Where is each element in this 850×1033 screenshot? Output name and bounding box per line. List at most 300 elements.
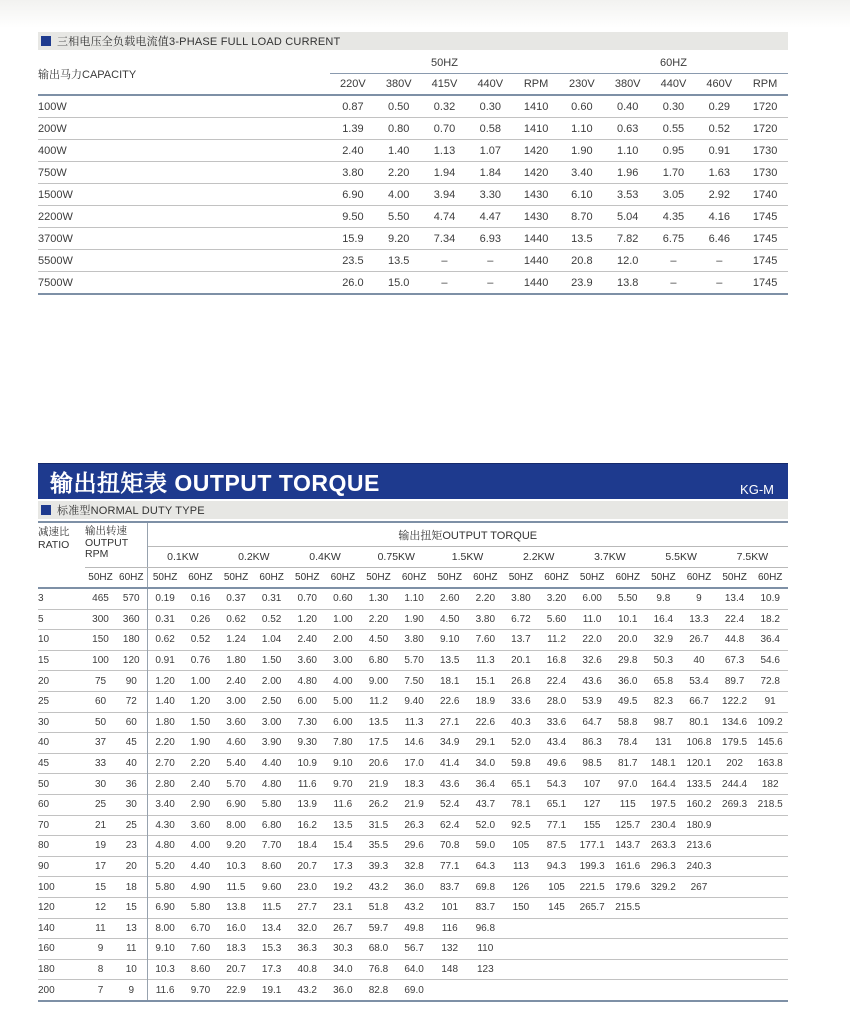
table-cell: 0.52 xyxy=(254,609,290,630)
table-cell: 1.94 xyxy=(422,162,468,184)
table2-band-title: 标准型NORMAL DUTY TYPE xyxy=(57,505,205,517)
table-cell: 1.96 xyxy=(605,162,651,184)
table-cell: 107 xyxy=(574,774,610,795)
table-cell: 11.3 xyxy=(468,650,504,671)
table1-group-row xyxy=(38,53,788,74)
table-cell xyxy=(752,856,788,877)
table-cell: 2.50 xyxy=(254,691,290,712)
table-cell: 4.80 xyxy=(147,836,183,857)
table-cell: 9.10 xyxy=(325,753,361,774)
table-cell: 2.20 xyxy=(376,162,422,184)
table-cell: 18.2 xyxy=(752,609,788,630)
table-row xyxy=(38,184,788,206)
table-cell: 215.5 xyxy=(610,897,646,918)
table-cell: 23.0 xyxy=(289,877,325,898)
table-cell: 1745 xyxy=(742,272,788,295)
voltage-header: 440V xyxy=(651,74,697,96)
table-cell: 7.60 xyxy=(183,939,219,960)
ratio-cell: 90 xyxy=(38,856,85,877)
ratio-cell: 5 xyxy=(38,609,85,630)
table-cell: 0.70 xyxy=(422,118,468,140)
table-row xyxy=(38,609,788,630)
rpm-cell: 7 xyxy=(85,980,116,1001)
rpm-cell: 90 xyxy=(116,671,147,692)
table-cell: 20.7 xyxy=(218,959,254,980)
table-cell: 50.3 xyxy=(646,650,682,671)
hz-header: 60HZ xyxy=(116,568,147,589)
table-cell: 65.1 xyxy=(539,794,575,815)
table-cell: 3.60 xyxy=(289,650,325,671)
table-cell: 29.1 xyxy=(468,733,504,754)
table-cell: 13.8 xyxy=(218,897,254,918)
table-cell: 32.6 xyxy=(574,650,610,671)
table-cell: 1.20 xyxy=(183,691,219,712)
table-cell: 27.1 xyxy=(432,712,468,733)
table-cell xyxy=(574,980,610,1001)
table-cell xyxy=(539,918,575,939)
table-cell: 36.0 xyxy=(610,671,646,692)
table-cell: 7.82 xyxy=(605,228,651,250)
hz-group-header: 50HZ xyxy=(330,53,559,74)
table-cell: 221.5 xyxy=(574,877,610,898)
table-cell: 16.2 xyxy=(289,815,325,836)
table-cell: 26.7 xyxy=(681,630,717,651)
table-cell: 6.80 xyxy=(254,815,290,836)
voltage-header: 440V xyxy=(467,74,513,96)
table-cell: 2.20 xyxy=(361,609,397,630)
table-cell: 0.76 xyxy=(183,650,219,671)
table-cell: 10.3 xyxy=(218,856,254,877)
table-cell: 164.4 xyxy=(646,774,682,795)
table2-body xyxy=(38,588,788,1001)
ratio-cell: 100 xyxy=(38,877,85,898)
table-cell: 9.8 xyxy=(646,588,682,609)
table-cell: 180.9 xyxy=(681,815,717,836)
table-cell: 1440 xyxy=(513,250,559,272)
table-cell: 49.6 xyxy=(539,753,575,774)
kw-header: 0.4KW xyxy=(289,547,360,568)
table-cell: 110 xyxy=(468,939,504,960)
table-cell: 1720 xyxy=(742,118,788,140)
table-cell: 11.3 xyxy=(396,712,432,733)
table-cell: 4.50 xyxy=(432,609,468,630)
table-cell xyxy=(752,815,788,836)
table-cell: 11.5 xyxy=(218,877,254,898)
voltage-header: 380V xyxy=(376,74,422,96)
table-cell: 87.5 xyxy=(539,836,575,857)
table-cell: 44.8 xyxy=(717,630,753,651)
table-cell: 98.5 xyxy=(574,753,610,774)
rpm-cell: 15 xyxy=(85,877,116,898)
table-cell: 1410 xyxy=(513,118,559,140)
kw-header: 2.2KW xyxy=(503,547,574,568)
table-cell: 6.10 xyxy=(559,184,605,206)
table-cell: 9 xyxy=(681,588,717,609)
rpm-cell: 12 xyxy=(85,897,116,918)
table-cell: 67.3 xyxy=(717,650,753,671)
table-cell: 4.90 xyxy=(183,877,219,898)
table-cell: 126 xyxy=(503,877,539,898)
voltage-header: 380V xyxy=(605,74,651,96)
table-cell: 6.93 xyxy=(467,228,513,250)
table-cell: 18.1 xyxy=(432,671,468,692)
table-cell: 5.60 xyxy=(539,609,575,630)
rpm-cell: 30 xyxy=(85,774,116,795)
table-cell: 17.0 xyxy=(396,753,432,774)
kw-header: 0.75KW xyxy=(361,547,432,568)
kw-header: 0.1KW xyxy=(147,547,218,568)
table-cell: 15.0 xyxy=(376,272,422,295)
table-cell: 3.94 xyxy=(422,184,468,206)
rpm-cell: 15 xyxy=(116,897,147,918)
rpm-cell: 13 xyxy=(116,918,147,939)
table-cell: 5.50 xyxy=(610,588,646,609)
table-cell: 115 xyxy=(610,794,646,815)
capacity-cell: 200W xyxy=(38,118,330,140)
table-cell: – xyxy=(696,272,742,295)
table-cell: 34.0 xyxy=(325,959,361,980)
table-cell: 179.5 xyxy=(717,733,753,754)
ratio-cell: 50 xyxy=(38,774,85,795)
rpm-cell: 150 xyxy=(85,630,116,651)
table-cell: 3.80 xyxy=(330,162,376,184)
table-cell: 1440 xyxy=(513,228,559,250)
table-cell: 3.60 xyxy=(183,815,219,836)
rpm-cell: 40 xyxy=(116,753,147,774)
table-cell: 36.4 xyxy=(468,774,504,795)
table-cell: 7.70 xyxy=(254,836,290,857)
table-cell: 13.5 xyxy=(559,228,605,250)
output-torque-header: 输出扭矩OUTPUT TORQUE xyxy=(147,522,788,547)
hz-header: 60HZ xyxy=(325,568,361,589)
table-cell: 21.9 xyxy=(396,794,432,815)
hz-header: 50HZ xyxy=(289,568,325,589)
table-cell: 17.5 xyxy=(361,733,397,754)
table-cell: 8.60 xyxy=(183,959,219,980)
torque-banner xyxy=(38,463,788,499)
table-cell: 70.8 xyxy=(432,836,468,857)
table-cell: 81.7 xyxy=(610,753,646,774)
capacity-cell: 2200W xyxy=(38,206,330,228)
table1-header-band xyxy=(38,32,788,50)
table-cell: 161.6 xyxy=(610,856,646,877)
table-cell xyxy=(646,980,682,1001)
table-cell: 13.7 xyxy=(503,630,539,651)
rpm-cell: 11 xyxy=(85,918,116,939)
table-row xyxy=(38,856,788,877)
table-cell: 34.0 xyxy=(468,753,504,774)
table-cell xyxy=(574,918,610,939)
hz-header: 50HZ xyxy=(361,568,397,589)
full-load-current-table xyxy=(38,53,788,295)
table-cell: 26.0 xyxy=(330,272,376,295)
capacity-cell: 400W xyxy=(38,140,330,162)
table-cell: 4.30 xyxy=(147,815,183,836)
rpm-cell: 9 xyxy=(116,980,147,1001)
table-cell xyxy=(432,980,468,1001)
table-cell: 120.1 xyxy=(681,753,717,774)
table-cell: 5.04 xyxy=(605,206,651,228)
table-cell: 1.00 xyxy=(183,671,219,692)
table-cell: 15.3 xyxy=(254,939,290,960)
table-cell: 116 xyxy=(432,918,468,939)
table-cell: 20.6 xyxy=(361,753,397,774)
table-row xyxy=(38,980,788,1001)
table-cell: 32.8 xyxy=(396,856,432,877)
table-cell: 26.7 xyxy=(325,918,361,939)
table-cell: 11.2 xyxy=(539,630,575,651)
table-cell xyxy=(752,836,788,857)
voltage-header: RPM xyxy=(513,74,559,96)
table-cell: 22.6 xyxy=(432,691,468,712)
table-cell: 13.4 xyxy=(717,588,753,609)
table-cell: 6.00 xyxy=(574,588,610,609)
table-cell: 23.5 xyxy=(330,250,376,272)
table-cell: 19.1 xyxy=(254,980,290,1001)
hz-header: 50HZ xyxy=(574,568,610,589)
table-row xyxy=(38,162,788,184)
table-cell: 3.90 xyxy=(254,733,290,754)
table-row xyxy=(38,671,788,692)
table-row xyxy=(38,206,788,228)
table-row xyxy=(38,95,788,118)
table-cell: 218.5 xyxy=(752,794,788,815)
table-cell: 1420 xyxy=(513,162,559,184)
rpm-cell: 25 xyxy=(85,794,116,815)
table-cell: 3.80 xyxy=(396,630,432,651)
table-cell: 11.0 xyxy=(574,609,610,630)
table-cell: 265.7 xyxy=(574,897,610,918)
table-cell: 83.7 xyxy=(432,877,468,898)
table-cell xyxy=(610,939,646,960)
table-cell: 13.5 xyxy=(325,815,361,836)
table-cell xyxy=(503,980,539,1001)
table-cell xyxy=(717,959,753,980)
table-row xyxy=(38,794,788,815)
table-cell: 22.4 xyxy=(539,671,575,692)
torque-unit-label: KG-M xyxy=(740,482,774,497)
table-cell: 43.7 xyxy=(468,794,504,815)
table-cell: 20.1 xyxy=(503,650,539,671)
hz-header: 50HZ xyxy=(218,568,254,589)
table-cell: 16.0 xyxy=(218,918,254,939)
table-cell: 18.3 xyxy=(396,774,432,795)
table-cell: 2.20 xyxy=(147,733,183,754)
kw-header: 1.5KW xyxy=(432,547,503,568)
table-cell: 19.2 xyxy=(325,877,361,898)
table-cell: 13.5 xyxy=(432,650,468,671)
table-cell: 1430 xyxy=(513,206,559,228)
table-cell: 30.3 xyxy=(325,939,361,960)
table-cell xyxy=(646,959,682,980)
table-cell: 145.6 xyxy=(752,733,788,754)
table-cell xyxy=(717,939,753,960)
table-cell: 27.7 xyxy=(289,897,325,918)
table-cell: 3.30 xyxy=(467,184,513,206)
hz-header: 50HZ xyxy=(432,568,468,589)
table-cell xyxy=(681,918,717,939)
rpm-cell: 60 xyxy=(116,712,147,733)
table-cell: 36.0 xyxy=(325,980,361,1001)
table-cell: 2.70 xyxy=(147,753,183,774)
table-cell xyxy=(503,959,539,980)
table-cell: 2.92 xyxy=(696,184,742,206)
table-cell: 1.70 xyxy=(651,162,697,184)
table-cell: 9.20 xyxy=(218,836,254,857)
table-cell xyxy=(717,856,753,877)
table-cell: 32.9 xyxy=(646,630,682,651)
rpm-cell: 72 xyxy=(116,691,147,712)
table-cell: 3.80 xyxy=(468,609,504,630)
table-cell: 1.50 xyxy=(254,650,290,671)
table-cell: 1440 xyxy=(513,272,559,295)
table-cell: 29.6 xyxy=(396,836,432,857)
table-cell: 269.3 xyxy=(717,794,753,815)
table-cell: 105 xyxy=(539,877,575,898)
table-row xyxy=(38,753,788,774)
table-cell: 0.95 xyxy=(651,140,697,162)
table-cell xyxy=(681,897,717,918)
table-cell: 134.6 xyxy=(717,712,753,733)
table-cell xyxy=(468,980,504,1001)
hz-header: 60HZ xyxy=(396,568,432,589)
table-cell: 96.8 xyxy=(468,918,504,939)
voltage-header: 230V xyxy=(559,74,605,96)
table-cell xyxy=(681,939,717,960)
voltage-header: 220V xyxy=(330,74,376,96)
table-cell: 0.80 xyxy=(376,118,422,140)
table-cell: 5.80 xyxy=(254,794,290,815)
table-cell: 132 xyxy=(432,939,468,960)
table-cell: 4.35 xyxy=(651,206,697,228)
rpm-cell: 9 xyxy=(85,939,116,960)
table-cell: 4.80 xyxy=(254,774,290,795)
table-cell: 101 xyxy=(432,897,468,918)
table-cell: 3.00 xyxy=(325,650,361,671)
rpm-cell: 8 xyxy=(85,959,116,980)
table-cell: 4.00 xyxy=(325,671,361,692)
table-cell: 2.20 xyxy=(468,588,504,609)
table-cell: 43.6 xyxy=(574,671,610,692)
table-cell: 6.90 xyxy=(218,794,254,815)
voltage-header: RPM xyxy=(742,74,788,96)
table-cell: 76.8 xyxy=(361,959,397,980)
voltage-header: 415V xyxy=(422,74,468,96)
table-cell: 1.40 xyxy=(147,691,183,712)
table-cell: 0.30 xyxy=(467,95,513,118)
table-cell: 213.6 xyxy=(681,836,717,857)
hz-header: 50HZ xyxy=(147,568,183,589)
table-cell: 7.34 xyxy=(422,228,468,250)
rpm-cell: 21 xyxy=(85,815,116,836)
table-cell: 83.7 xyxy=(468,897,504,918)
table-cell xyxy=(752,939,788,960)
table-row xyxy=(38,733,788,754)
table-cell: 22.9 xyxy=(218,980,254,1001)
table-cell: 7.60 xyxy=(468,630,504,651)
table-row xyxy=(38,118,788,140)
table-cell xyxy=(752,897,788,918)
table-cell: 199.3 xyxy=(574,856,610,877)
table-cell: 26.3 xyxy=(396,815,432,836)
table-cell: 1730 xyxy=(742,140,788,162)
table-cell: 0.60 xyxy=(325,588,361,609)
rpm-cell: 33 xyxy=(85,753,116,774)
table-cell: 6.46 xyxy=(696,228,742,250)
table-cell: 0.91 xyxy=(147,650,183,671)
rpm-cell: 360 xyxy=(116,609,147,630)
table-cell: 9.60 xyxy=(254,877,290,898)
blue-square-icon xyxy=(41,36,51,46)
table-cell: 8.00 xyxy=(218,815,254,836)
table-cell: 5.50 xyxy=(376,206,422,228)
hz-group-header: 60HZ xyxy=(559,53,788,74)
table-cell: 9.30 xyxy=(289,733,325,754)
table-cell: 4.40 xyxy=(183,856,219,877)
ratio-cell: 70 xyxy=(38,815,85,836)
table-cell: 91 xyxy=(752,691,788,712)
table-cell: 0.58 xyxy=(467,118,513,140)
table-cell: 10.3 xyxy=(147,959,183,980)
table-cell: 69.8 xyxy=(468,877,504,898)
table-cell: 177.1 xyxy=(574,836,610,857)
table-cell: 52.0 xyxy=(503,733,539,754)
table-cell: 4.50 xyxy=(361,630,397,651)
table-cell: 72.8 xyxy=(752,671,788,692)
table-cell: 263.3 xyxy=(646,836,682,857)
table2-hz-row xyxy=(38,568,788,589)
table-cell: 32.0 xyxy=(289,918,325,939)
table-cell: 43.4 xyxy=(539,733,575,754)
table-cell: 56.7 xyxy=(396,939,432,960)
table-cell: 89.7 xyxy=(717,671,753,692)
table-cell xyxy=(752,959,788,980)
table-cell: 1745 xyxy=(742,228,788,250)
table-cell: 59.7 xyxy=(361,918,397,939)
table-cell: 13.5 xyxy=(361,712,397,733)
table2-kw-row xyxy=(38,547,788,568)
hz-header: 60HZ xyxy=(681,568,717,589)
table-cell: 22.4 xyxy=(717,609,753,630)
table-cell: 36.4 xyxy=(752,630,788,651)
table-row xyxy=(38,691,788,712)
table-cell: 0.55 xyxy=(651,118,697,140)
table-cell: 15.9 xyxy=(330,228,376,250)
table-cell: 3.53 xyxy=(605,184,651,206)
table-cell: 0.91 xyxy=(696,140,742,162)
ratio-cell: 40 xyxy=(38,733,85,754)
ratio-cell: 10 xyxy=(38,630,85,651)
rpm-cell: 17 xyxy=(85,856,116,877)
table-cell: 22.6 xyxy=(468,712,504,733)
table-cell: 0.31 xyxy=(254,588,290,609)
table-cell: 1.80 xyxy=(218,650,254,671)
rpm-cell: 23 xyxy=(116,836,147,857)
table-cell: 1.84 xyxy=(467,162,513,184)
table-cell: 0.37 xyxy=(218,588,254,609)
table-cell xyxy=(681,959,717,980)
table-cell: 0.70 xyxy=(289,588,325,609)
voltage-header: 460V xyxy=(696,74,742,96)
table-cell: 9.40 xyxy=(396,691,432,712)
table-cell: 62.4 xyxy=(432,815,468,836)
rpm-cell: 19 xyxy=(85,836,116,857)
capacity-cell: 100W xyxy=(38,95,330,118)
table-cell: 86.3 xyxy=(574,733,610,754)
rpm-cell: 180 xyxy=(116,630,147,651)
table-cell: 4.74 xyxy=(422,206,468,228)
table-cell: 0.29 xyxy=(696,95,742,118)
